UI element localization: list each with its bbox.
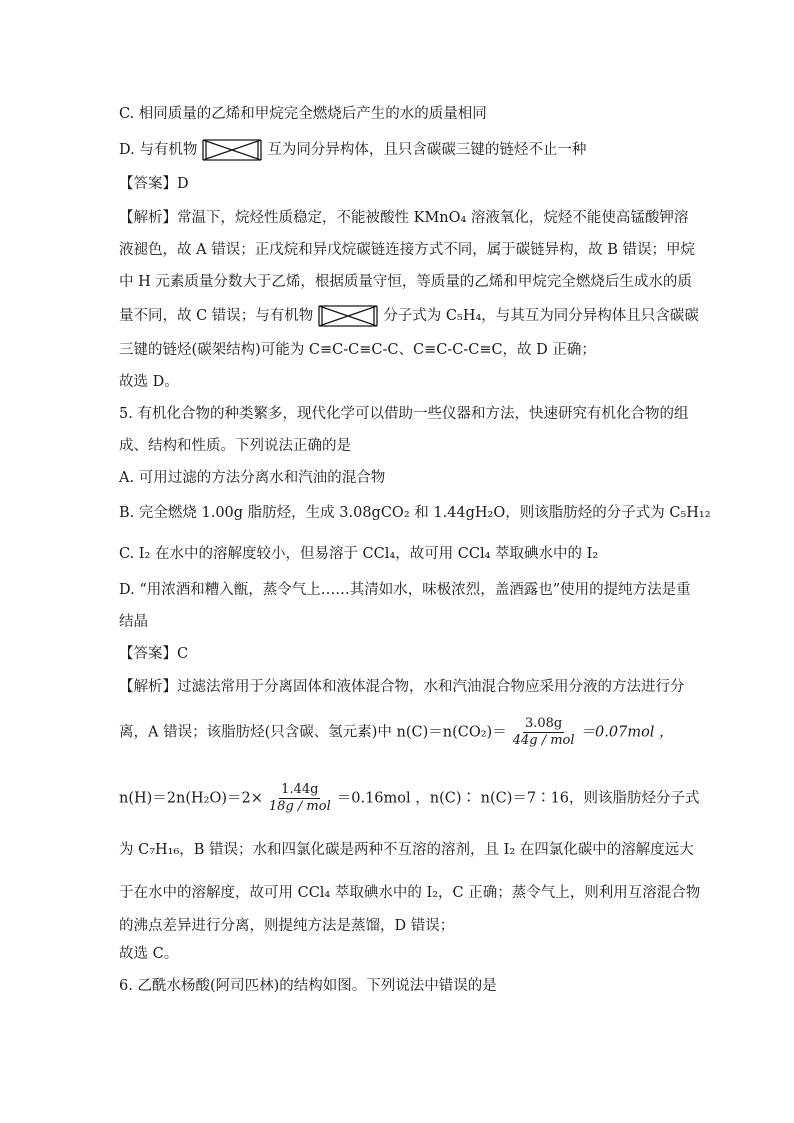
q5-option-d-line-2: 结晶 [119, 614, 148, 630]
q5-conclusion: 故选 C。 [119, 946, 179, 962]
q4-option-d-suffix: 互为同分异构体，且只含碳碳三键的链烃不止一种 [267, 142, 587, 158]
q5-option-a: A. 可用过滤的方法分离水和汽油的混合物 [119, 470, 386, 486]
q4-analysis-line-1: 【解析】常温下，烷烃性质稳定，不能被酸性 KMnO₄ 溶液氧化，烷烃不能使高锰酸钾溶 [119, 210, 689, 226]
q5-analysis-line-2 [119, 716, 679, 749]
bicyclic-molecule-structure-icon [201, 138, 263, 162]
bicyclic-molecule-structure-icon [317, 304, 379, 328]
q5-analysis-line-3-prefix: n(H)＝2n(H₂O)＝2× [119, 790, 263, 807]
q5-answer: 【答案】C [119, 646, 189, 662]
q5-stem-line-1: 5. 有机化合物的种类繁多，现代化学可以借助一些仪器和方法，快速研究有机化合物的组 [119, 406, 689, 422]
q4-analysis-line-4 [119, 304, 699, 328]
fraction-numerator: 3.08g [524, 716, 563, 731]
q5-option-c: C. I₂ 在水中的溶解度较小，但易溶于 CCl₄，故可用 CCl₄ 萃取碘水中的 I₂ [119, 546, 599, 562]
fraction-mol-h2o [267, 782, 333, 815]
q5-analysis-line-4: 为 C₇H₁₆，B 错误；水和四氯化碳是两种不互溶的溶剂，且 I₂ 在四氯化碳中的溶解度远大 [119, 842, 694, 858]
fraction-numerator: 1.44g [281, 782, 319, 797]
q5-analysis-line-3 [119, 782, 700, 815]
q4-analysis-line-2: 液褪色，故 A 错误；正戊烷和异戊烷碳链连接方式不同，属于碳链异构，故 B 错误；甲烷 [119, 242, 696, 258]
q5-analysis-line-2-prefix: 离，A 错误；该脂肪烃(只含碳、氢元素)中 n(C)＝n(CO₂)＝ [119, 724, 507, 741]
q4-analysis-line-4-suffix: 分子式为 C₅H₄，与其互为同分异构体且只含碳碳 [383, 308, 699, 324]
q4-analysis-line-4-prefix: 量不同，故 C 错误；与有机物 [119, 308, 314, 324]
q4-option-d [119, 138, 679, 162]
q6-stem: 6. 乙酰水杨酸(阿司匹林)的结构如图。下列说法中错误的是 [119, 978, 497, 994]
q4-option-c: C. 相同质量的乙烯和甲烷完全燃烧后产生的水的质量相同 [119, 106, 487, 122]
q5-analysis-line-6: 的沸点差异进行分离，则提纯方法是蒸馏，D 错误； [119, 918, 455, 934]
q5-stem-line-2: 成、结构和性质。下列说法正确的是 [119, 438, 351, 454]
fraction-denominator: 44g / mol [512, 733, 575, 748]
q4-option-d-prefix: D. 与有机物 [119, 142, 198, 158]
q5-option-d-line-1: D. “用浓酒和糟入甑，蒸令气上……其清如水，味极浓烈，盖酒露也”使用的提纯方法是重 [119, 582, 691, 598]
q5-analysis-line-2-suffix: ＝0.07mol ， [580, 724, 674, 741]
fraction-denominator: 18g / mol [268, 799, 331, 814]
q4-analysis-line-3: 中 H 元素质量分数大于乙烯，根据质量守恒，等质量的乙烯和甲烷完全燃烧后生成水的质 [119, 274, 692, 290]
q4-conclusion: 故选 D。 [119, 374, 179, 390]
q5-option-b: B. 完全燃烧 1.00g 脂肪烃，生成 3.08gCO₂ 和 1.44gH₂O，则该脂肪烃的分子式为 C₅H₁₂ [119, 505, 711, 521]
q5-analysis-line-1: 【解析】过滤法常用于分离固体和液体混合物，水和汽油混合物应采用分液的方法进行分 [119, 679, 685, 695]
q5-analysis-line-5: 于在水中的溶解度，故可用 CCl₄ 萃取碘水中的 I₂，C 正确；蒸令气上，则利用互溶混合物 [119, 885, 701, 901]
fraction-mol-co2 [511, 716, 577, 749]
q5-analysis-line-3-suffix: ＝0.16mol ，n(C)∶ n(C)＝7∶16，则该脂肪烃分子式 [336, 790, 700, 807]
q4-analysis-line-5: 三键的链烃(碳架结构)可能为 C≡C-C≡C-C、C≡C-C-C≡C，故 D 正确； [119, 342, 596, 358]
q4-answer: 【答案】D [119, 176, 189, 192]
